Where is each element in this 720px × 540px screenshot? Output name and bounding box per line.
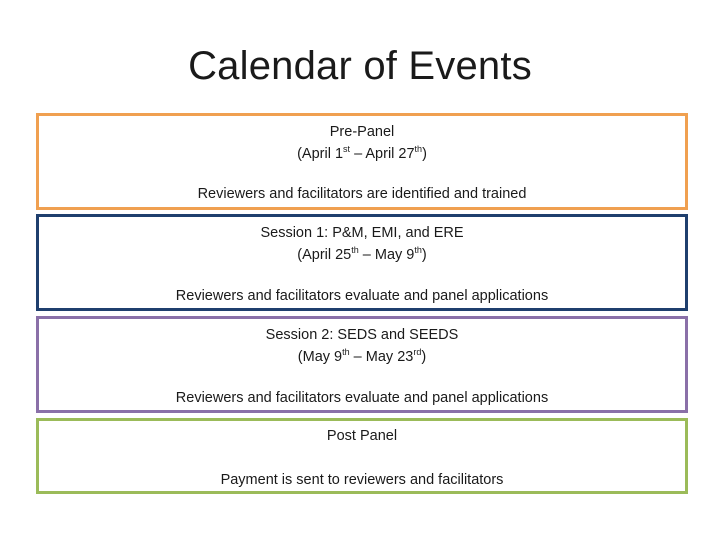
event-description: Reviewers and facilitators are identified and trained [197,186,527,202]
event-box-session-1 [36,214,688,311]
event-box-session-2 [36,316,688,413]
event-description: Payment is sent to reviewers and facilitators [220,472,504,488]
event-description: Reviewers and facilitators evaluate and panel applications [175,288,549,304]
event-description: Reviewers and facilitators evaluate and panel applications [175,390,549,406]
event-name: Post Panel [326,428,398,444]
event-name: Session 2: SEDS and SEEDS [265,327,459,343]
event-dates: (April 25th – May 9th) [297,245,427,263]
event-box-post-panel [36,418,688,494]
event-dates: (May 9th – May 23rd) [297,347,427,365]
event-box-pre-panel [36,113,688,210]
page-title: Calendar of Events [188,44,532,88]
event-name: Session 1: P&M, EMI, and ERE [260,225,464,241]
event-name: Pre-Panel [329,124,395,140]
event-dates: (April 1st – April 27th) [297,144,427,162]
